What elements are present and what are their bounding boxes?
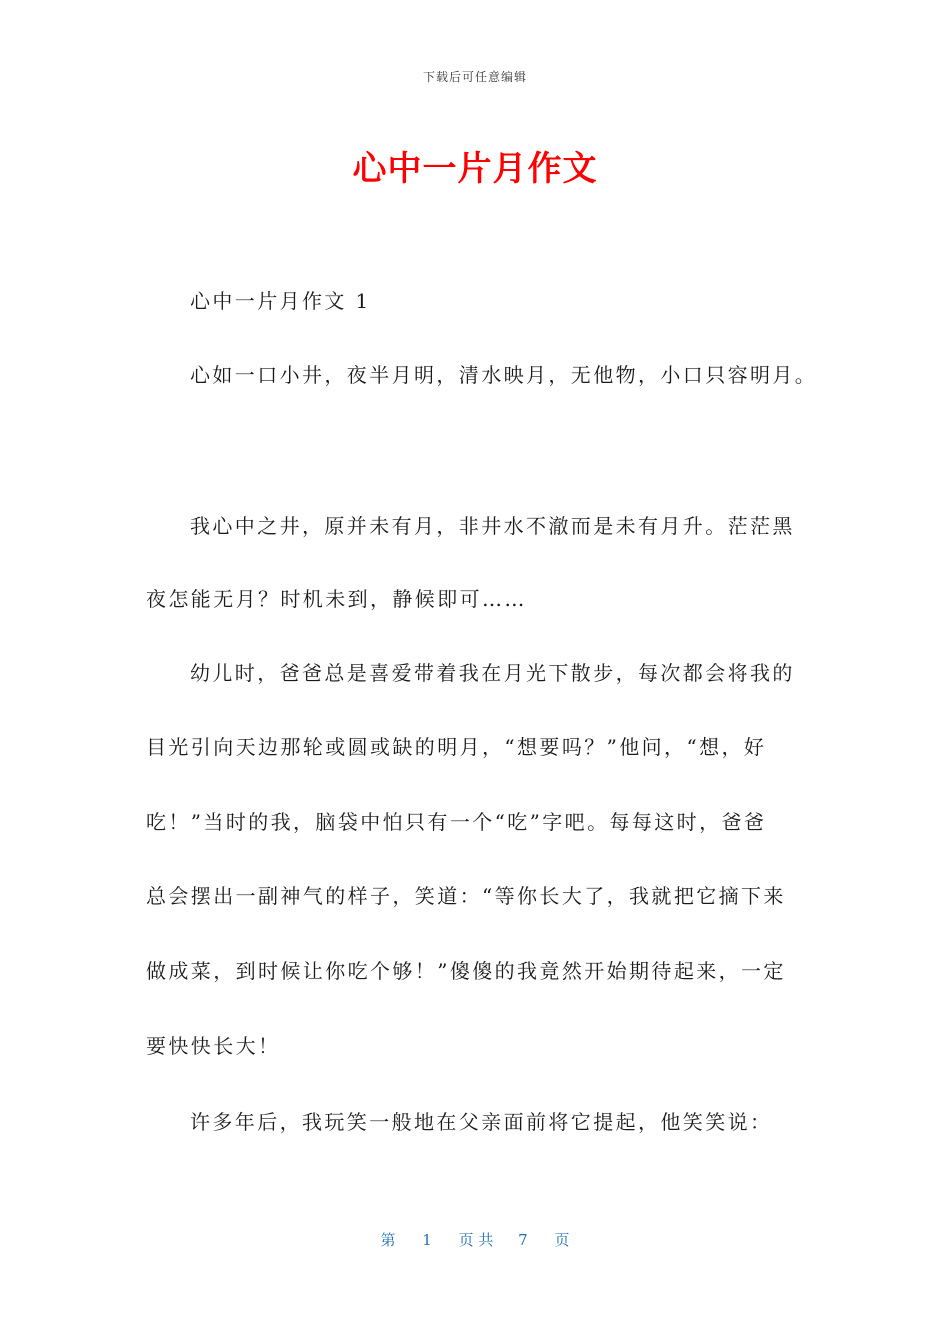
document-title: 心中一片月作文 [352,149,598,189]
paragraph-line-9: 要快快长大！ [146,1034,281,1058]
paragraph-line-8: 做成菜，到时候让你吃个够！”傻傻的我竟然开始期待起来，一定 [146,959,786,983]
paragraph-line-4: 幼儿时，爸爸总是喜爱带着我在月光下散步，每次都会将我的 [190,661,795,685]
paragraph-line-5: 目光引向天边那轮或圆或缺的明月，“想要吗？”他问，“想，好 [146,735,767,759]
paragraph-line-1: 心如一口小井，夜半月明，清水映月，无他物，小口只容明月。 [190,363,818,387]
header-note: 下载后可任意编辑 [422,70,527,84]
paragraph-line-10: 许多年后，我玩笑一般地在父亲面前将它提起，他笑笑说： [190,1110,773,1134]
paragraph-line-3: 夜怎能无月？时机未到，静候即可…… [146,587,527,611]
page-label-middle: 页 共 [458,1231,494,1249]
paragraph-line-2: 我心中之井，原并未有月，非井水不澈而是未有月升。茫茫黑 [190,514,795,538]
page-footer [0,1229,950,1250]
page-label-suffix: 页 [554,1231,570,1249]
section-subtitle: 心中一片月作文 1 [190,289,371,313]
page-label-prefix: 第 [380,1231,396,1249]
paragraph-line-6: 吃！”当时的我，脑袋中怕只有一个“吃”字吧。每每这时，爸爸 [146,810,767,834]
total-pages-number: 7 [518,1231,528,1249]
paragraph-line-7: 总会摆出一副神气的样子，笑道：“等你长大了，我就把它摘下来 [146,884,786,908]
current-page-number: 1 [422,1231,432,1249]
